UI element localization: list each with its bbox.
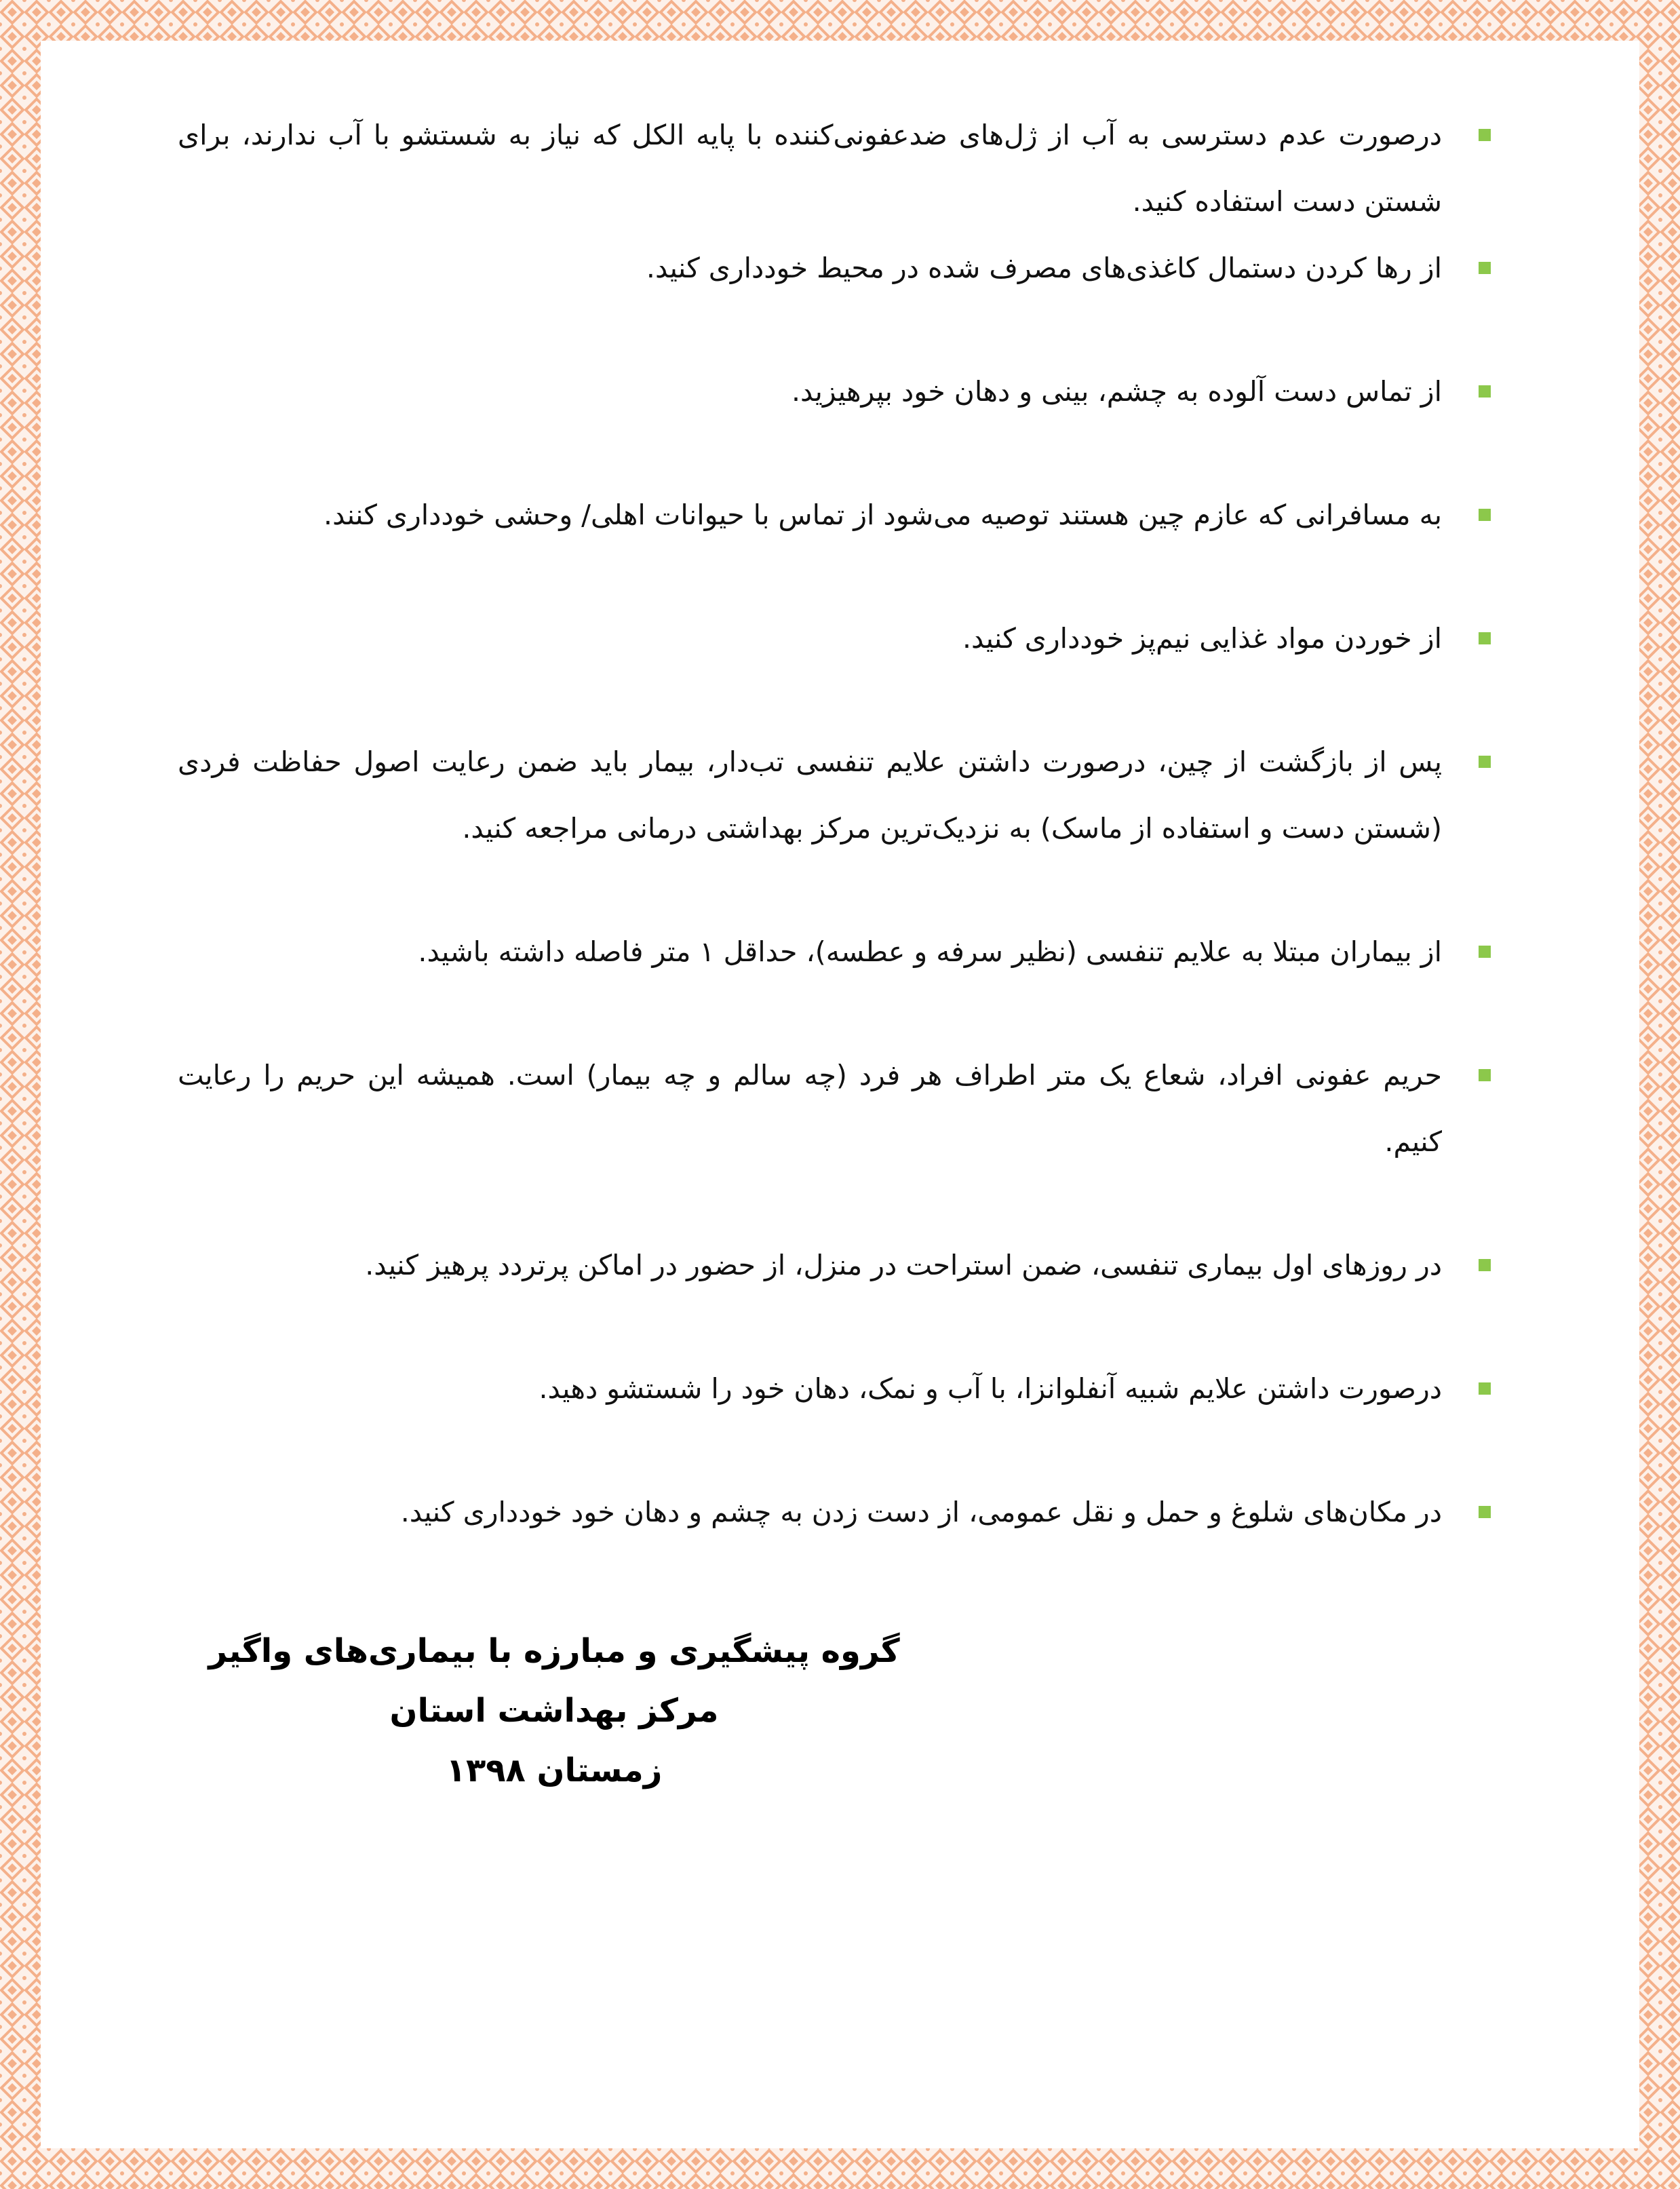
list-item (178, 1232, 1442, 1298)
square-bullet-icon (1479, 509, 1491, 521)
list-item-text: در روزهای اول بیماری تنفسی، ضمن استراحت در منزل، از حضور در اماکن پرتردد پرهیز کنید. (365, 1249, 1442, 1281)
advice-content (178, 102, 1442, 1545)
square-bullet-icon (1479, 385, 1491, 398)
square-bullet-icon (1479, 1259, 1491, 1271)
signature-organization: گروه پیشگیری و مبارزه با بیماری‌های واگیر مرکز بهداشت استان (208, 1632, 900, 1730)
list-item (178, 1355, 1442, 1422)
square-bullet-icon (1479, 129, 1491, 141)
list-item-text: حریم عفونی افراد، شعاع یک متر اطراف هر فرد (چه سالم و چه بیمار) است. همیشه این حریم را رعایت کنیم. (178, 1059, 1442, 1158)
list-item-text: از خوردن مواد غذایی نیم‌پز خودداری کنید. (962, 622, 1442, 655)
list-item-text: از بیماران مبتلا به علایم تنفسی (نظیر سرفه و عطسه)، حداقل ۱ متر فاصله داشته باشید. (418, 935, 1442, 968)
signature-block (178, 1621, 931, 1800)
list-item (178, 729, 1442, 861)
square-bullet-icon (1479, 1506, 1491, 1518)
list-item (178, 358, 1442, 425)
square-bullet-icon (1479, 1382, 1491, 1395)
advice-list (178, 102, 1442, 1545)
square-bullet-icon (1479, 756, 1491, 768)
square-bullet-icon (1479, 946, 1491, 958)
list-item (178, 1042, 1442, 1175)
list-item (178, 918, 1442, 985)
list-item (178, 235, 1442, 301)
list-item-text: به مسافرانی که عازم چین هستند توصیه می‌شود از تماس با حیوانات اهلی/ وحشی خودداری کنند. (324, 499, 1442, 531)
list-item-text: پس از بازگشت از چین، درصورت داشتن علایم تنفسی تب‌دار، بیمار باید ضمن رعایت اصول حفاظت فردی (شستن دست و استفاده از ماسک) به نزدیک‌ترین مرکز بهداشتی درمانی مراجعه کنید. (178, 745, 1442, 845)
list-item (178, 482, 1442, 548)
list-item (178, 1479, 1442, 1545)
square-bullet-icon (1479, 1069, 1491, 1081)
list-item-text: درصورت عدم دسترسی به آب از ژل‌های ضدعفونی‌کننده با پایه الکل که نیاز به شستشو با آب ندارند، برای شستن دست استفاده کنید. (178, 119, 1442, 218)
square-bullet-icon (1479, 262, 1491, 274)
list-item-text: از تماس دست آلوده به چشم، بینی و دهان خود بپرهیزید. (791, 375, 1442, 408)
list-item-text: درصورت داشتن علایم شبیه آنفلوانزا، با آب و نمک، دهان خود را شستشو دهید. (539, 1372, 1442, 1405)
list-item-text: از رها کردن دستمال کاغذی‌های مصرف شده در محیط خودداری کنید. (646, 252, 1442, 284)
list-item (178, 605, 1442, 672)
signature-date: زمستان ۱۳۹۸ (446, 1751, 663, 1789)
list-item-text: در مکان‌های شلوغ و حمل و نقل عمومی، از دست زدن به چشم و دهان خود خودداری کنید. (400, 1496, 1442, 1528)
list-item (178, 102, 1442, 235)
square-bullet-icon (1479, 632, 1491, 644)
